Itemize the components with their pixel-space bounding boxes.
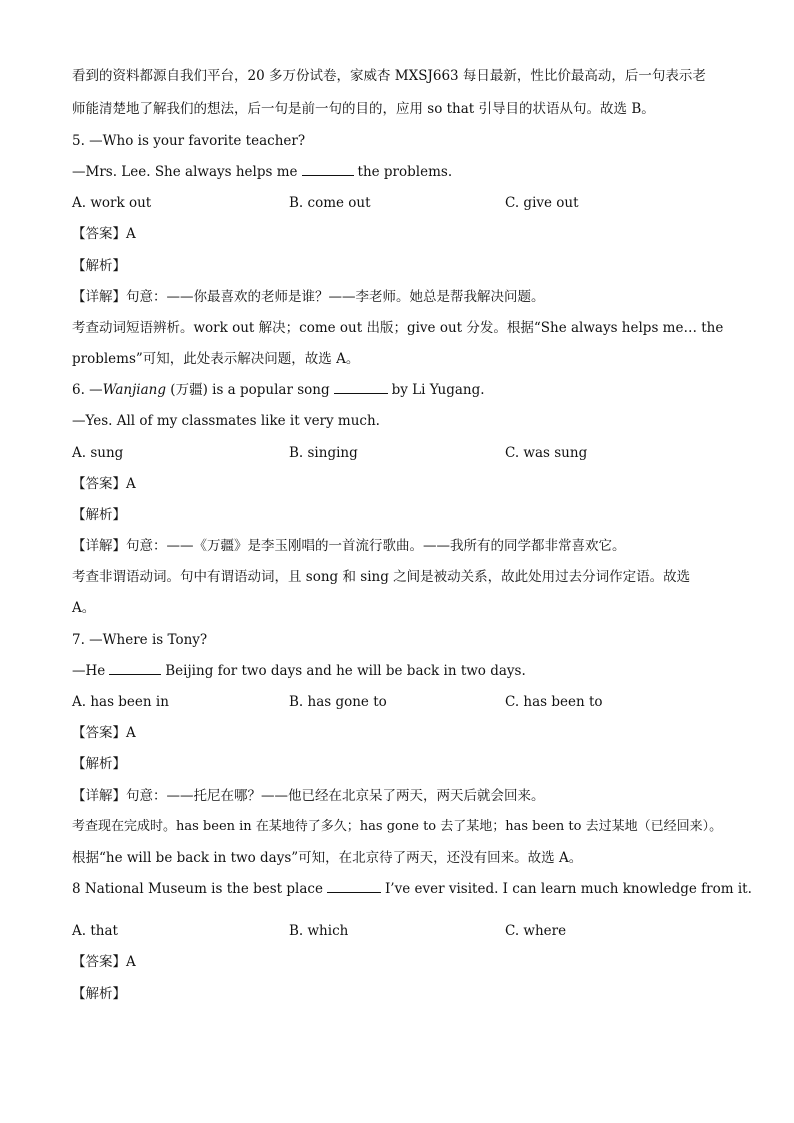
- q5-detail-text: 句意：——你最喜欢的老师是谁？——李老师。她总是帮我解决问题。: [126, 289, 545, 305]
- q7-blank: [109, 662, 161, 675]
- q6-analysis-tag: 【解析】: [72, 507, 126, 523]
- q7-explanation-2: 根据“he will be back in two days”可知，在北京待了两天，还没有回来。故选 A。: [72, 850, 583, 866]
- q7-analysis-tag: 【解析】: [72, 756, 126, 772]
- q7-option-c: C. has been to: [505, 694, 603, 710]
- q7-option-b: B. has gone to: [289, 694, 387, 710]
- q7-answer-value: A: [126, 725, 136, 741]
- q7-detail: 【详解】句意：——托尼在哪？——他已经在北京呆了两天，两天后就会回来。: [72, 788, 545, 804]
- q5-blank: [302, 163, 354, 176]
- q7-option-a: A. has been in: [72, 694, 169, 710]
- intro-line-2: 师能清楚地了解我们的想法，后一句是前一句的目的，应用 so that 引导目的状语从句。故选 B。: [72, 101, 655, 117]
- q5-question: 5. —Who is your favorite teacher?: [72, 133, 306, 149]
- q5-explanation-2: problems”可知，此处表示解决问题，故选 A。: [72, 351, 360, 367]
- q7-answer-line: —He Beijing for two days and he will be back in two days.: [72, 663, 526, 679]
- q6-question: 6. —Wanjiang (万疆) is a popular song by Li Yugang.: [72, 382, 485, 398]
- q7-question: 7. —Where is Tony?: [72, 632, 208, 648]
- q5-answer-value: A: [126, 226, 136, 242]
- q6-answer-value: A: [126, 476, 136, 492]
- q6-option-b: B. singing: [289, 445, 358, 461]
- q6-explanation-1: 考查非谓语动词。句中有谓语动词，且 song 和 sing 之间是被动关系，故此处用过去分词作定语。故选: [72, 569, 691, 585]
- q5-answer-post: the problems.: [357, 164, 453, 180]
- q6-answer-line: —Yes. All of my classmates like it very much.: [72, 413, 380, 429]
- q7-detail-text: 句意：——托尼在哪？——他已经在北京呆了两天，两天后就会回来。: [126, 788, 545, 804]
- q5-answer-pre: —Mrs. Lee. She always helps me: [72, 164, 298, 180]
- q6-answer-tag: 【答案】A: [72, 476, 136, 492]
- q6-detail-text: 句意：——《万疆》是李玉刚唱的一首流行歌曲。——我所有的同学都非常喜欢它。: [126, 538, 626, 554]
- q5-option-a: A. work out: [72, 195, 152, 211]
- q5-analysis-tag: 【解析】: [72, 258, 126, 274]
- q6-detail: 【详解】句意：——《万疆》是李玉刚唱的一首流行歌曲。——我所有的同学都非常喜欢它。: [72, 538, 626, 554]
- q7-answer-tag: 【答案】A: [72, 725, 136, 741]
- q8-option-a: A. that: [72, 923, 118, 939]
- q6-song-title: Wanjiang: [102, 382, 167, 398]
- q8-answer-value: A: [126, 954, 136, 970]
- q6-option-c: C. was sung: [505, 445, 588, 461]
- intro-line-1: 看到的资料都源自我们平台，20 多万份试卷，家威杏 MXSJ663 每日最新，性比价最高动，后一句表示老: [72, 68, 706, 84]
- q6-blank: [334, 381, 388, 394]
- q8-option-c: C. where: [505, 923, 567, 939]
- q5-option-b: B. come out: [289, 195, 371, 211]
- q5-explanation-1: 考查动词短语辨析。work out 解决；come out 出版；give out 分发。根据“She always helps me… the: [72, 320, 724, 336]
- q8-question: 8 National Museum is the best place I’ve ever visited. I can learn much knowledge from it.: [72, 881, 752, 897]
- q7-explanation-1: 考查现在完成时。has been in 在某地待了多久；has gone to 去了某地；has been to 去过某地（已经回来）。: [72, 819, 723, 834]
- q5-option-c: C. give out: [505, 195, 579, 211]
- q8-blank: [327, 880, 381, 893]
- q5-detail: 【详解】句意：——你最喜欢的老师是谁？——李老师。她总是帮我解决问题。: [72, 289, 545, 305]
- q8-answer-tag: 【答案】A: [72, 954, 136, 970]
- q6-option-a: A. sung: [72, 445, 124, 461]
- q8-analysis-tag: 【解析】: [72, 986, 126, 1002]
- q8-option-b: B. which: [289, 923, 349, 939]
- q5-answer-line: [72, 163, 452, 181]
- q6-explanation-2: A。: [72, 600, 96, 616]
- q5-answer-tag: 【答案】A: [72, 226, 136, 242]
